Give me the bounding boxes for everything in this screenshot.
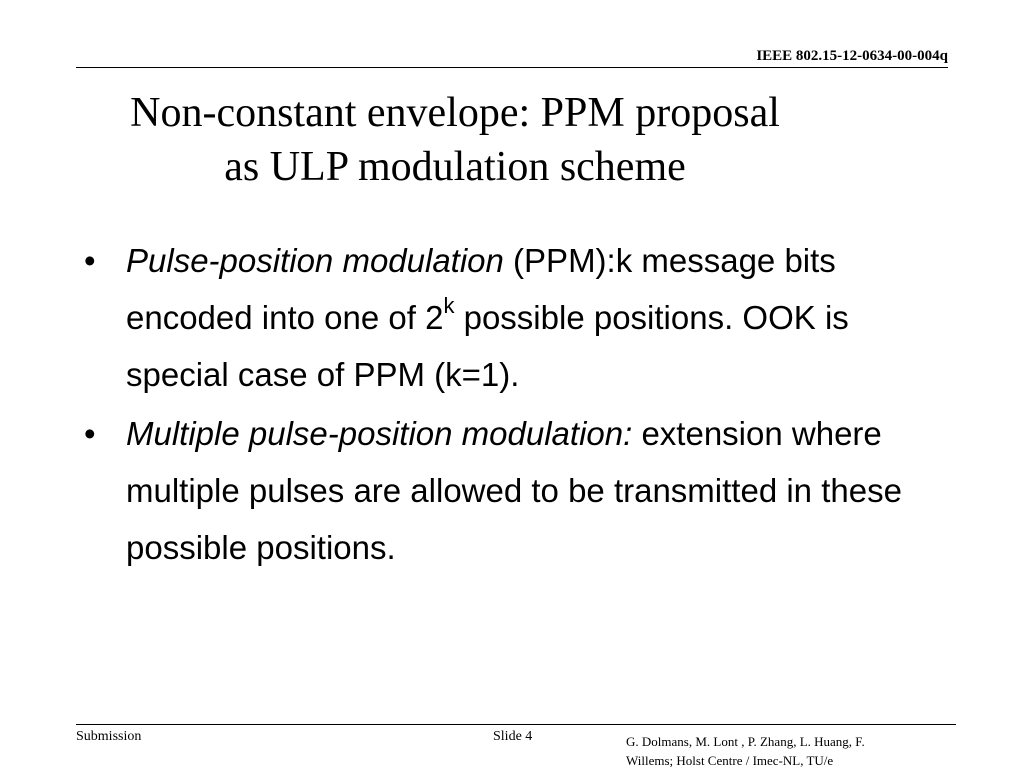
footer-divider	[76, 724, 956, 725]
bullet-multiple-ppm	[84, 405, 944, 576]
slide-title	[40, 86, 870, 194]
bullet-ppm	[84, 232, 944, 403]
footer-authors-line-1: G. Dolmans, M. Lont , P. Zhang, L. Huang, F.	[626, 734, 865, 749]
footer-authors	[626, 732, 946, 770]
footer-slide-number: Slide 4	[493, 729, 533, 744]
bullet-list	[84, 232, 944, 578]
footer-authors-line-2: Willems; Holst Centre / Imec-NL, TU/e	[626, 753, 834, 768]
footer-submission: Submission	[76, 729, 142, 744]
ppm-definition-part-2: possible positions. OOK is special case of PPM (k=1).	[126, 299, 849, 393]
slide-title-line-1: Non-constant envelope: PPM proposal	[130, 90, 780, 136]
bullet-marker: •	[84, 415, 96, 452]
ppm-definition-part-1: (PPM):k message bits encoded into one of 2	[126, 242, 836, 336]
slide-title-line-2: as ULP modulation scheme	[224, 144, 686, 190]
multiple-ppm-definition: extension where multiple pulses are allowed to be transmitted in these possible positions.	[126, 415, 902, 566]
ppm-exponent: k	[443, 293, 455, 318]
term-multiple-pulse-position-modulation: Multiple pulse-position modulation:	[126, 415, 633, 452]
bullet-marker: •	[84, 242, 96, 279]
document-id: IEEE 802.15-12-0634-00-004q	[756, 48, 948, 64]
term-pulse-position-modulation: Pulse-position modulation	[126, 242, 504, 279]
header-divider	[76, 67, 948, 68]
